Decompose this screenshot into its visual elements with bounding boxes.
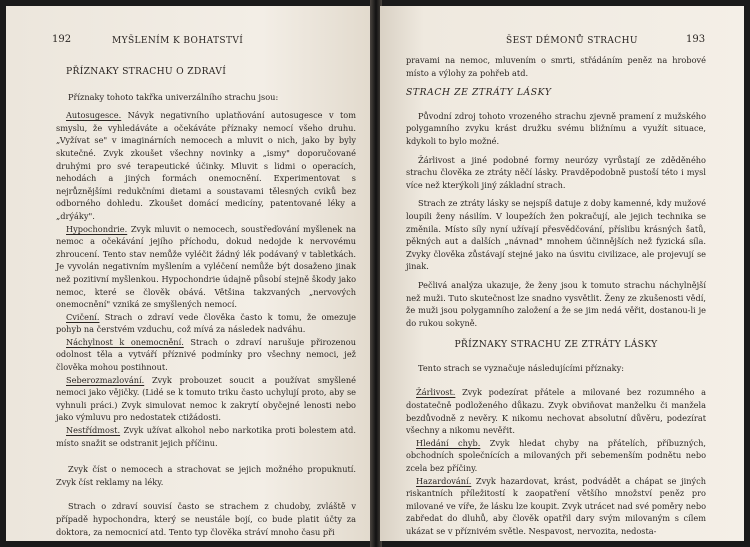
symptom-term: Hypochondrie. bbox=[66, 223, 128, 234]
symptom-item bbox=[56, 336, 356, 374]
body-paragraph: pravami na nemoc, mluvením o smrti, střádáním peněz na hrobové místo a výlohy za pohřeb atd. bbox=[406, 55, 706, 78]
right-page bbox=[380, 6, 744, 541]
section-heading: PŘÍZNAKY STRACHU O ZDRAVÍ bbox=[66, 66, 227, 77]
page-number: 192 bbox=[52, 34, 72, 45]
symptom-item bbox=[56, 424, 356, 449]
symptom-text: Zvyk užívat alkohol nebo narkotika proti bolestem atd. místo snažit se odstranit jejich příčinu. bbox=[56, 425, 356, 448]
symptom-item bbox=[56, 311, 356, 336]
section-heading: PŘÍZNAKY STRACHU ZE ZTRÁTY LÁSKY bbox=[454, 339, 658, 351]
symptom-text: Návyk negativního uplatňování autosugesce v tom smyslu, že vyhledáváte a očekáváte příznaky nemocí všeho druhu. „Vyžívat se" v imaginárních nemocech a mluvit o nich, jako by byly skutečné. Zvyk zkoušet všechny novinky a „ismy" doporučované druhými pro své terapeutické účinky. Mluvit s lidmi o operacích, nehodách a jiných formách onemocnění. Experimentovat s nejrůznějšími redukčními dietami a soustavami tělesných cviků bez odborného dohledu. Zkoušet domácí medicíny, patentované léky a „drýáky". bbox=[56, 110, 356, 221]
body-paragraph: Zvyk číst o nemocech a strachovat se jejich možného propuknutí. Zvyk číst reklamy na léky. bbox=[56, 464, 356, 487]
symptom-term: Autosugesce. bbox=[66, 110, 122, 121]
section-heading: STRACH ZE ZTRÁTY LÁSKY bbox=[406, 87, 552, 99]
body-paragraph: Žárlivost a jiné podobné formy neurózy vyrůstají ze zděděného strachu člověka ze ztráty něčí lásky. Pravděpodobně pustoší této i mysl více než kterýkoli jiný základní strach. bbox=[406, 154, 706, 190]
symptom-item bbox=[406, 386, 706, 436]
symptom-term: Nestřídmost. bbox=[66, 425, 121, 436]
intro-paragraph: Tento strach se vyznačuje následujícími příznaky: bbox=[418, 362, 624, 373]
left-page-text bbox=[56, 66, 356, 541]
symptom-text: Zvyk mluvit o nemocech, soustřeďování myšlenek na nemoc a očekávání jejího příchodu, dokud nedojde k nervovému zhroucení. Tento stav nemůže vyléčit žádný lék podávaný v tabletkách. Je vyvolán negativním myšlením a vyléčení nemůže být dosaženo jinak než pozitivní myšlenkou. Hypochondrie údajně působí stejně škody jako nemoc, které se člověk obává. Většina takzvaných „nervových onemocnění" vzniká ze smyšlených nemocí. bbox=[56, 223, 356, 310]
symptom-item bbox=[56, 223, 356, 311]
page-number: 193 bbox=[686, 34, 706, 45]
symptom-item bbox=[406, 475, 706, 538]
symptom-term: Hazardování. bbox=[416, 475, 472, 486]
symptom-item bbox=[56, 109, 356, 222]
running-head: MYŠLENÍM K BOHATSTVÍ bbox=[112, 36, 244, 46]
symptom-term: Seberozmazlování. bbox=[66, 374, 145, 385]
body-paragraph: Strach o zdraví souvisí často se strachem z chudoby, zvláště v případě hypochondra, který se neustále bojí, co bude platit účty za doktora, za nemocnicí atd. Tento typ člověka stráví mnoho času při bbox=[56, 501, 356, 537]
symptom-term: Náchylnost k onemocnění. bbox=[66, 336, 184, 347]
symptom-item bbox=[56, 374, 356, 424]
body-paragraph: Strach ze ztráty lásky se nejspíš datuje z doby kamenné, kdy mužové loupili ženy násilím. V loupežích žen pokračují, ale jejich technika se změnila. Místo síly nyní užívají přesvědčování, příslibu krásných šatů, pěkných aut a dalších „návnad" mnohem účinnějších než fyzická síla. Zvyky člověka zůstávají stejné jako na úsvitu civilizace, ale projevují se jinak. bbox=[406, 198, 706, 272]
body-paragraph: Původní zdroj tohoto vrozeného strachu zjevně pramení z mužského polygamního zvyku krást družku svému bližnímu a využít situace, kdykoli to bylo možné. bbox=[406, 110, 706, 146]
intro-paragraph: Příznaky tohoto takřka univerzálního strachu jsou: bbox=[68, 91, 279, 102]
symptom-item bbox=[406, 437, 706, 475]
symptom-text: Strach o zdraví narušuje přirozenou odolnost těla a vytváří příznivé podmínky pro všechny nemoci, jež člověka mohou postihnout. bbox=[56, 336, 356, 373]
symptom-text: Zvyk hledat chyby na přátelích, příbuzných, obchodních společnících a milovaných při sebemenším podnětu nebo zcela bez příčiny. bbox=[406, 437, 706, 474]
symptom-term: Žárlivost. bbox=[416, 387, 456, 398]
right-page-text bbox=[406, 54, 706, 538]
symptom-text: Strach o zdraví vede člověka často k tomu, že omezuje pohyb na čerstvém vzduchu, což mívá za následek nadváhu. bbox=[56, 311, 356, 335]
left-page bbox=[6, 6, 372, 541]
symptom-term: Hledání chyb. bbox=[416, 437, 481, 448]
symptom-text: Zvyk hazardovat, krást, podvádět a chápat se jiných riskantních příležitostí k zaopatření většího množství peněz pro milované ve víře, že lásku lze koupit. Zvyk utrácet nad své poměry nebo zabředat do dluhů, aby člověk opatřil dary svým milovaným s cílem ukázat se v příznivém světle. Nespavost, nervozita, nedosta- bbox=[406, 475, 706, 536]
body-paragraph: Pečlivá analýza ukazuje, že ženy jsou k tomuto strachu náchylnější než muži. Tuto skutečnost lze snadno vysvětlit. Ženy ze zkušenosti vědí, že muži jsou polygamního založení a že se jim nedá věřit, dostanou-li je do rukou sokyně. bbox=[406, 279, 706, 328]
symptom-text: Zvyk podezírat přátele a milované bez rozumného a dostatečně podloženého důkazu. Zvyk obviňovat manželku či manžela bezdůvodně z nevěry. K nikomu nechovat absolutní důvěru, podezírat všechny a nikomu nevěřit. bbox=[406, 387, 706, 436]
symptom-term: Cvičení. bbox=[66, 311, 100, 322]
running-head: ŠEST DÉMONŮ STRACHU bbox=[506, 36, 638, 46]
symptom-text: Zvyk probouzet soucit a používat smyšlené nemoci jako vějičky. (Lidé se k tomuto triku často uchylují proto, aby se vyhnuli práci.) Zvyk simulovat nemoc k zakrytí obyčejné lenosti nebo jako výmluvu pro nedostatek ctižádosti. bbox=[56, 374, 356, 423]
